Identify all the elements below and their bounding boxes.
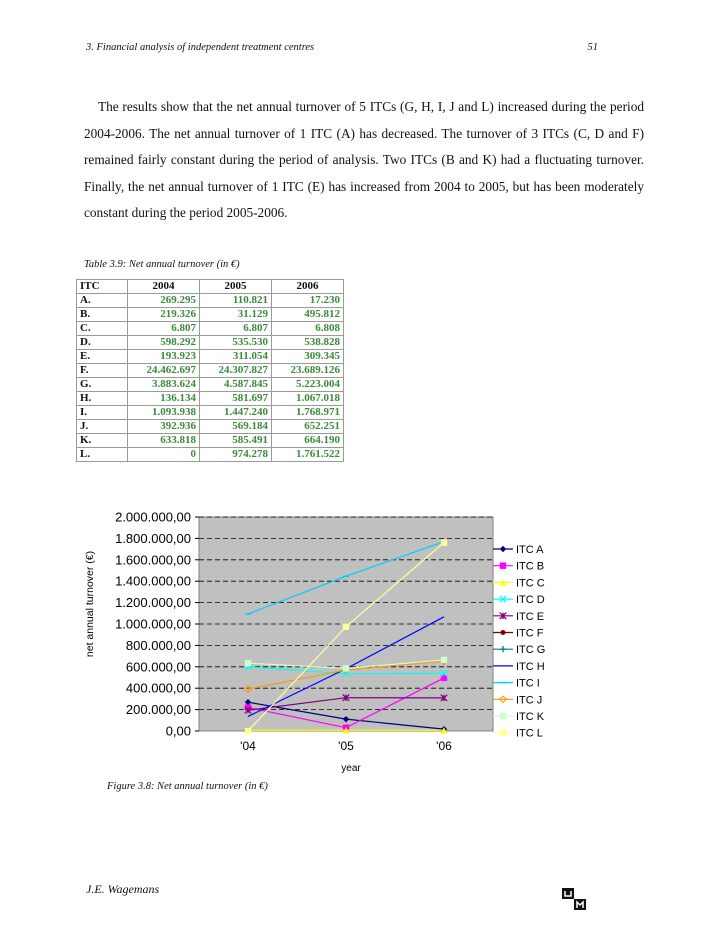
turnover-cell: 652.251 — [272, 420, 344, 434]
data-point-marker — [343, 665, 349, 671]
data-point-marker — [500, 730, 506, 736]
turnover-cell: 6.807 — [200, 322, 272, 336]
turnover-cell: 193.923 — [128, 350, 200, 364]
turnover-cell: 31.129 — [200, 308, 272, 322]
university-logo-icon — [560, 886, 588, 912]
table-row — [77, 420, 344, 434]
figure-caption: Figure 3.8: Net annual turnover (in €) — [107, 781, 268, 792]
legend-label: ITC H — [516, 660, 545, 673]
data-point-marker — [245, 728, 251, 734]
itc-label-cell: C. — [77, 322, 128, 336]
itc-label-cell: A. — [77, 294, 128, 308]
table-row — [77, 294, 344, 308]
turnover-cell: 269.295 — [128, 294, 200, 308]
y-tick-label: 1.400.000,00 — [115, 573, 191, 589]
legend-label: ITC L — [516, 727, 543, 740]
col-header-itc: ITC — [77, 280, 128, 294]
footer-author: J.E. Wagemans — [86, 882, 160, 896]
x-tick-label: '05 — [338, 739, 354, 753]
chapter-title: 3. Financial analysis of independent treatment centres — [86, 42, 315, 53]
turnover-cell: 23.689.126 — [272, 364, 344, 378]
legend-label: ITC I — [516, 677, 540, 690]
legend-label: ITC A — [516, 544, 544, 556]
turnover-cell: 3.883.624 — [128, 378, 200, 392]
legend-label: ITC F — [516, 627, 544, 640]
data-point-marker — [500, 563, 506, 569]
y-tick-label: 1.800.000,00 — [115, 530, 191, 546]
turnover-cell: 136.134 — [128, 392, 200, 406]
turnover-cell: 5.223.004 — [272, 378, 344, 392]
turnover-cell: 309.345 — [272, 350, 344, 364]
table-row — [77, 406, 344, 420]
turnover-cell: 1.447.240 — [200, 406, 272, 420]
turnover-cell: 4.587.845 — [200, 378, 272, 392]
legend-label: ITC J — [516, 694, 543, 707]
turnover-cell: 1.093.938 — [128, 406, 200, 420]
turnover-line-chart — [70, 500, 590, 780]
turnover-cell: 535.530 — [200, 336, 272, 350]
y-tick-label: 1.000.000,00 — [115, 616, 191, 632]
page-number: 51 — [587, 42, 598, 53]
data-point-marker — [245, 660, 251, 666]
legend-label: ITC D — [516, 594, 545, 607]
turnover-cell: 585.491 — [200, 434, 272, 448]
itc-label-cell: L. — [77, 448, 128, 462]
itc-label-cell: B. — [77, 308, 128, 322]
itc-label-cell: I. — [77, 406, 128, 420]
itc-label-cell: K. — [77, 434, 128, 448]
legend-label: ITC B — [516, 560, 545, 573]
itc-label-cell: D. — [77, 336, 128, 350]
table-row — [77, 322, 344, 336]
table-row — [77, 392, 344, 406]
itc-label-cell: E. — [77, 350, 128, 364]
y-tick-label: 800.000,00 — [125, 637, 191, 653]
turnover-cell: 598.292 — [128, 336, 200, 350]
y-tick-label: 1.600.000,00 — [115, 552, 191, 568]
turnover-cell: 219.326 — [128, 308, 200, 322]
x-axis-label: year — [341, 763, 361, 774]
itc-label-cell: G. — [77, 378, 128, 392]
table-row — [77, 378, 344, 392]
turnover-cell: 581.697 — [200, 392, 272, 406]
data-point-marker — [441, 657, 447, 663]
data-point-marker — [501, 630, 506, 635]
table-row — [77, 308, 344, 322]
turnover-cell: 1.768.971 — [272, 406, 344, 420]
turnover-cell: 0 — [128, 448, 200, 462]
table-caption: Table 3.9: Net annual turnover (in €) — [84, 259, 240, 270]
body-paragraph — [84, 94, 644, 227]
paragraph-text: The results show that the net annual turnover of 5 ITCs (G, H, I, J and L) increased during the period 2004-2006. The net annual turnover of 1 ITC (A) has decreased. The turnover of 3 ITCs (C, D and F) remained fairly constant during the period of analysis. Two ITCs (B and K) had a fluctuating turnover. Finally, the net annual turnover of 1 ITC (E) has increased from 2004 to 2005, but has been moderately constant during the period 2005-2006. — [84, 99, 644, 220]
y-tick-label: 200.000,00 — [125, 702, 191, 718]
table-row — [77, 350, 344, 364]
turnover-cell: 1.067.018 — [272, 392, 344, 406]
turnover-cell: 6.808 — [272, 322, 344, 336]
col-header-2004: 2004 — [128, 280, 200, 294]
itc-label-cell: F. — [77, 364, 128, 378]
turnover-cell: 633.818 — [128, 434, 200, 448]
table-row — [77, 448, 344, 462]
turnover-cell: 311.054 — [200, 350, 272, 364]
turnover-cell: 1.761.522 — [272, 448, 344, 462]
data-point-marker — [500, 646, 506, 652]
y-tick-label: 600.000,00 — [125, 659, 191, 675]
data-point-marker — [500, 713, 506, 719]
turnover-cell: 974.278 — [200, 448, 272, 462]
y-tick-label: 2.000.000,00 — [115, 509, 191, 525]
legend-label: ITC C — [516, 577, 545, 590]
table-header-row — [77, 280, 344, 294]
legend-label: ITC G — [516, 644, 546, 657]
turnover-cell: 110.821 — [200, 294, 272, 308]
legend-label: ITC E — [516, 610, 545, 623]
turnover-cell: 664.190 — [272, 434, 344, 448]
turnover-table — [76, 279, 344, 462]
turnover-cell: 24.462.697 — [128, 364, 200, 378]
turnover-cell: 392.936 — [128, 420, 200, 434]
page-header — [86, 42, 598, 53]
table-row — [77, 434, 344, 448]
y-axis-label: net annual turnover (€) — [84, 550, 96, 658]
x-tick-label: '04 — [240, 739, 256, 753]
itc-label-cell: J. — [77, 420, 128, 434]
y-tick-label: 0,00 — [165, 723, 191, 739]
col-header-2005: 2005 — [200, 280, 272, 294]
table-row — [77, 364, 344, 378]
y-tick-label: 1.200.000,00 — [115, 595, 191, 611]
turnover-cell: 24.307.827 — [200, 364, 272, 378]
turnover-cell: 495.812 — [272, 308, 344, 322]
itc-label-cell: H. — [77, 392, 128, 406]
data-point-marker — [441, 539, 447, 545]
turnover-cell: 17.230 — [272, 294, 344, 308]
turnover-cell: 6.807 — [128, 322, 200, 336]
y-tick-label: 400.000,00 — [125, 680, 191, 696]
data-point-marker — [500, 546, 506, 552]
turnover-cell: 538.828 — [272, 336, 344, 350]
data-point-marker — [343, 624, 349, 630]
col-header-2006: 2006 — [272, 280, 344, 294]
table-row — [77, 336, 344, 350]
turnover-cell: 569.184 — [200, 420, 272, 434]
legend-label: ITC K — [516, 711, 545, 723]
x-tick-label: '06 — [436, 739, 452, 753]
